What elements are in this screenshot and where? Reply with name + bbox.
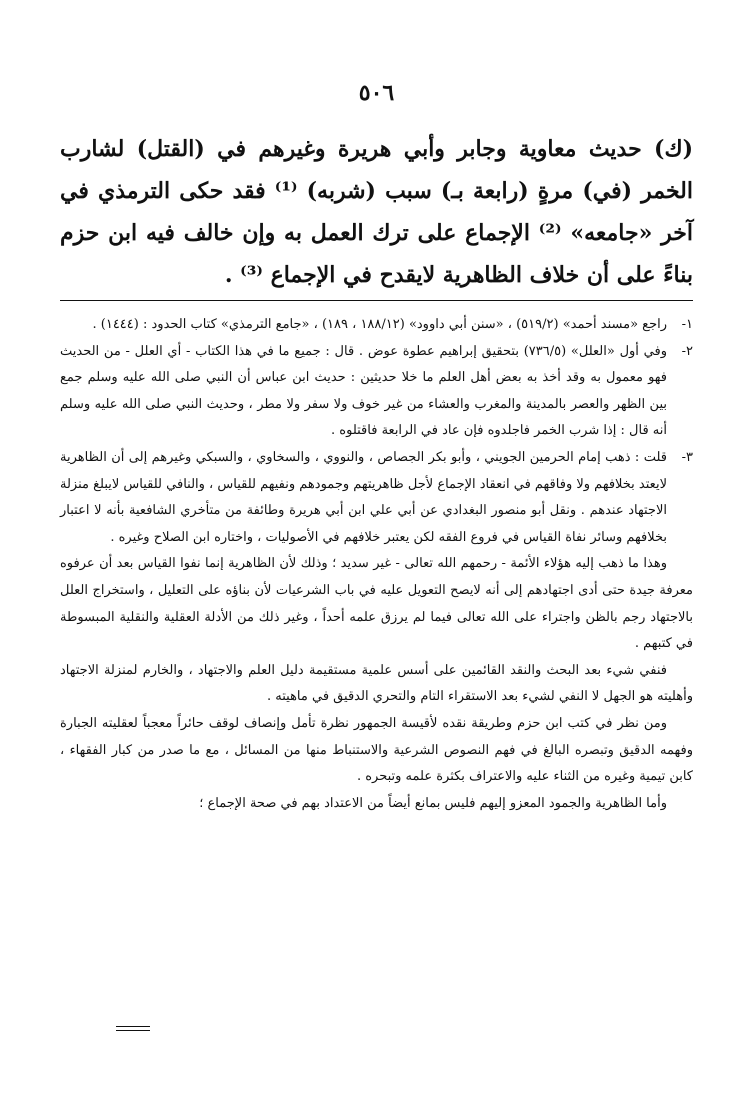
footnote-paragraph: وأما الظاهرية والجمود المعزو إليهم فليس بمانع أيضاً من الاعتداد بهم في صحة الإجماع ؛ [199,795,667,811]
footnote-divider [60,300,693,301]
footnote-paragraph: ومن نظر في كتب ابن حزم وطريقة نقده لأقيسة الجمهور نظرة تأمل وإنصاف لوقف حائراً معجباً لعقليته الجبارة وفهمه الدقيق وتبصره البالغ في فهم النصوص الشرعية والاستنباط منها من المسائل ، مع ما صدر من كبار الفقهاء ، كابن تيمية وغيره من الثناء عليه والاعتراف بكثرة علمه وتبحره . [60,715,693,785]
continuation-mark [116,1026,150,1034]
continuation-line [116,1030,150,1031]
footnote-text: راجع «مسند أحمد» (٥١٩/٢) ، «سنن أبي داوود» (١٨٨/١٢ ، ١٨٩) ، «جامع الترمذي» كتاب الحدود : (١٤٤٤) . [92,317,667,332]
footnote-number: ١- [681,317,693,332]
footnote-number: ٣- [681,449,693,465]
footnote-paragraph: وهذا ما ذهب إليه هؤلاء الأئمة - رحمهم الله تعالى - غير سديد ؛ وذلك لأن الظاهرية إنما نفوا القياس بعد أن عرفوه معرفة جيدة حتى أدى اجتهادهم إلى أنه لايصح التعويل عليه في باب الشرعيات لأن بناؤه على التعليل ، واستخراج العلل بالاجتهاد رجم بالظن واجتراء على الله تعالى فيما لم يرزق علمه أحداً ، وغير ذلك من الأدلة العقلية والنقلية المبسوطة في كتبهم . [60,556,693,652]
continuation-line [116,1026,150,1027]
footnote-text: وفي أول «العلل» (٧٣٦/٥) بتحقيق إبراهيم عطوة عوض . قال : جميع ما في هذا الكتاب - أي العلل - من الحديث فهو معمول به وقد أخذ به بعض أهل العلم ما خلا حديثين : حديث ابن عباس أن النبي صلى الله عليه وسلم جمع بين الظهر والعصر بالمدينة والمغرب والعشاء من غير خوف ولا سفر ولا مطر ، وحديث النبي صلى الله عليه وسلم أنه قال : إذا شرب الخمر فاجلدوه فإن عاد في الرابعة فاقتلوه . [60,343,667,439]
footnote [60,445,693,551]
footnote [60,312,693,339]
page-number: ٥٠٦ [358,80,395,106]
footnotes [60,312,693,817]
footnote-number: ٢- [681,343,693,359]
footnote [60,339,693,445]
document-page [60,0,693,1107]
footnote-paragraph: فنفي شيء بعد البحث والنقد القائمين على أسس علمية مستقيمة دليل العلم والاجتهاد ، والخارم لمنزلة الاجتهاد وأهليته هو الجهل لا النفي لشيء بعد الاستقراء التام والتحري الدقيق في ماهيته . [60,662,693,705]
footnote-text: قلت : ذهب إمام الحرمين الجويني ، وأبو بكر الجصاص ، والنووي ، والسخاوي ، والسبكي وغيرهم إلى أن الظاهرية لايعتد بخلافهم ولا وفاقهم في انعقاد الإجماع لأجل ظاهريتهم وجمودهم ونفيهم للقياس ، والنافي للقياس لايبلغ منزلة الاجتهاد عندهم . ونقل أبو منصور البغدادي عن أبي علي ابن أبي هريرة وطائفة من متأخري الشافعية بأنه لا اعتبار بخلافهم وسائر نفاة القياس في فروع الفقه لكن يعتبر خلافهم في الأصوليات ، واختاره ابن الصلاح وغيره . [59,449,667,545]
main-text: (ك) حديث معاوية وجابر وأبي هريرة وغيرهم في (القتل) لشارب الخمر (في) مرةٍ (رابعة بـ) سبب (شربه) ⁽¹⁾ فقد حكى الترمذي في آخر «جامعه» ⁽²⁾ الإجماع على ترك العمل به وإن خالف فيه ابن حزم بناءً على أن خلاف الظاهرية لايقدح في الإجماع ⁽³⁾ . [60,136,694,288]
